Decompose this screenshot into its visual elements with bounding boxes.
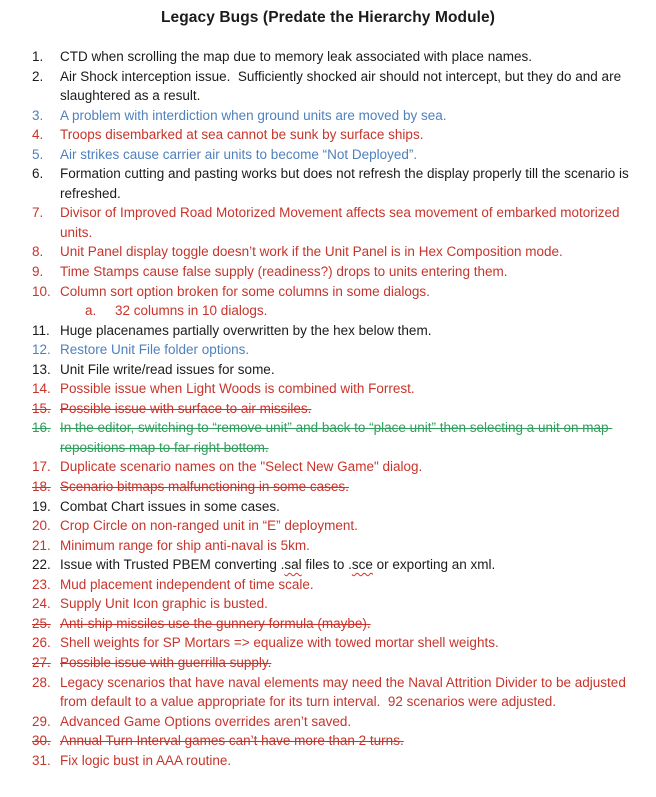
item-number: 29. bbox=[32, 713, 51, 729]
item-number: 31. bbox=[32, 752, 51, 768]
item-number: 2. bbox=[32, 68, 44, 84]
item-text: In the editor, switching to “remove unit” and back to “place unit” then selecting a unit on map repositions map to far right bottom. bbox=[60, 420, 613, 455]
list-item bbox=[0, 497, 656, 517]
item-number: 10. bbox=[32, 283, 51, 299]
item-number: 1. bbox=[32, 49, 44, 64]
item-text: Huge placenames partially overwritten by the hex below them. bbox=[60, 322, 432, 338]
item-text: CTD when scrolling the map due to memory leak associated with place names. bbox=[60, 49, 532, 64]
item-number: 20. bbox=[32, 518, 51, 534]
text-segment: Issue with Trusted PBEM converting . bbox=[60, 557, 285, 573]
item-number: 3. bbox=[32, 107, 44, 123]
list-item bbox=[0, 321, 656, 341]
item-number: 13. bbox=[32, 361, 51, 377]
item-text: Annual Turn Interval games can’t have more than 2 turns. bbox=[60, 733, 404, 749]
item-number: 6. bbox=[32, 166, 44, 182]
list-item bbox=[0, 262, 656, 282]
item-number: 19. bbox=[32, 498, 51, 514]
item-number: 30. bbox=[32, 733, 51, 749]
list-item bbox=[0, 399, 656, 419]
item-number: 16. bbox=[32, 420, 51, 436]
item-number: 12. bbox=[32, 342, 51, 358]
item-text: Crop Circle on non-ranged unit in “E” deployment. bbox=[60, 518, 358, 534]
item-text: Duplicate scenario names on the "Select New Game" dialog. bbox=[60, 459, 423, 475]
item-number: 23. bbox=[32, 576, 51, 592]
list-item bbox=[0, 653, 656, 673]
list-item bbox=[0, 67, 656, 106]
list-item bbox=[0, 731, 656, 751]
item-number: 24. bbox=[32, 596, 51, 612]
item-text: Shell weights for SP Mortars => equalize with towed mortar shell weights. bbox=[60, 635, 499, 651]
misspelled-word: sal bbox=[284, 557, 302, 573]
item-text: Unit Panel display toggle doesn’t work if the Unit Panel is in Hex Composition mode. bbox=[60, 244, 563, 260]
item-text: Possible issue with guerrilla supply. bbox=[60, 654, 272, 670]
list-item bbox=[0, 164, 656, 203]
item-number: 8. bbox=[32, 244, 44, 260]
item-text: Air Shock interception issue. Sufficiently shocked air should not intercept, but they do and are slaughtered as a result. bbox=[60, 68, 625, 104]
list-item bbox=[0, 516, 656, 536]
item-number: 7. bbox=[32, 205, 44, 221]
item-text: Minimum range for ship anti-naval is 5km. bbox=[60, 537, 310, 553]
item-text: Formation cutting and pasting works but does not refresh the display properly till the scenario is refreshed. bbox=[60, 166, 633, 201]
item-text: Troops disembarked at sea cannot be sunk by surface ships. bbox=[60, 127, 424, 143]
bug-list bbox=[0, 47, 656, 770]
page-title: Legacy Bugs (Predate the Hierarchy Module) bbox=[160, 9, 496, 26]
list-item bbox=[0, 457, 656, 477]
item-number: 9. bbox=[32, 264, 44, 280]
item-number: 22. bbox=[32, 557, 51, 573]
list-item bbox=[0, 633, 656, 653]
item-number: 11. bbox=[32, 322, 50, 338]
list-item bbox=[0, 477, 656, 497]
item-number: 15. bbox=[32, 400, 51, 416]
item-text: Column sort option broken for some columns in some dialogs. bbox=[60, 283, 430, 299]
list-item bbox=[0, 360, 656, 380]
item-number: 4. bbox=[32, 127, 44, 143]
item-text: Anti-ship missiles use the gunnery formula (maybe). bbox=[60, 615, 371, 631]
item-text: Air strikes cause carrier air units to become “Not Deployed”. bbox=[60, 146, 418, 162]
list-item bbox=[0, 536, 656, 556]
item-text: Possible issue with surface to air missiles. bbox=[60, 400, 312, 416]
item-text: Combat Chart issues in some cases. bbox=[60, 498, 280, 514]
list-item bbox=[0, 301, 656, 321]
item-text: Mud placement independent of time scale. bbox=[60, 576, 314, 592]
list-item bbox=[0, 125, 656, 145]
item-number: 17. bbox=[32, 459, 51, 475]
list-item bbox=[0, 614, 656, 634]
list-item bbox=[0, 712, 656, 732]
item-text: Legacy scenarios that have naval elements may need the Naval Attrition Divider to be adjusted from default to a value appropriate for its turn interval. 92 scenarios were adjusted. bbox=[60, 674, 630, 710]
item-text: Advanced Game Options overrides aren’t saved. bbox=[60, 713, 352, 729]
list-item bbox=[0, 106, 656, 126]
list-item bbox=[0, 282, 656, 302]
item-number: 25. bbox=[32, 615, 51, 631]
list-item bbox=[0, 594, 656, 614]
misspelled-word: sce bbox=[351, 557, 373, 573]
list-item bbox=[0, 575, 656, 595]
item-text bbox=[60, 555, 640, 575]
list-item bbox=[0, 555, 656, 575]
item-number: 27. bbox=[32, 654, 51, 670]
text-segment: or exporting an xml. bbox=[372, 557, 496, 573]
item-text: Scenario bitmaps malfunctioning in some cases. bbox=[60, 479, 349, 495]
item-text: Restore Unit File folder options. bbox=[60, 342, 250, 358]
item-text: Time Stamps cause false supply (readiness?) drops to units entering them. bbox=[60, 264, 508, 280]
item-text: A problem with interdiction when ground units are moved by sea. bbox=[60, 107, 447, 123]
item-number: 28. bbox=[32, 674, 51, 690]
item-number: 26. bbox=[32, 635, 51, 651]
list-item bbox=[0, 203, 656, 242]
item-number: 18. bbox=[32, 479, 51, 495]
list-item bbox=[0, 379, 656, 399]
item-number: 14. bbox=[32, 381, 51, 397]
item-text: 32 columns in 10 dialogs. bbox=[115, 303, 268, 319]
item-number: 21. bbox=[32, 537, 51, 553]
list-item bbox=[0, 145, 656, 165]
item-text: Divisor of Improved Road Motorized Movement affects sea movement of embarked motorized units. bbox=[60, 205, 624, 240]
item-number: 5. bbox=[32, 146, 44, 162]
item-text: Possible issue when Light Woods is combined with Forrest. bbox=[60, 381, 415, 397]
list-item bbox=[0, 418, 656, 457]
item-number: a. bbox=[85, 303, 97, 319]
text-segment: files to . bbox=[301, 557, 352, 573]
list-item bbox=[0, 751, 656, 771]
list-item bbox=[0, 673, 656, 712]
item-text: Supply Unit Icon graphic is busted. bbox=[60, 596, 268, 612]
item-text: Fix logic bust in AAA routine. bbox=[60, 752, 232, 768]
list-item bbox=[0, 242, 656, 262]
item-text: Unit File write/read issues for some. bbox=[60, 361, 275, 377]
list-item bbox=[0, 47, 656, 67]
list-item bbox=[0, 340, 656, 360]
